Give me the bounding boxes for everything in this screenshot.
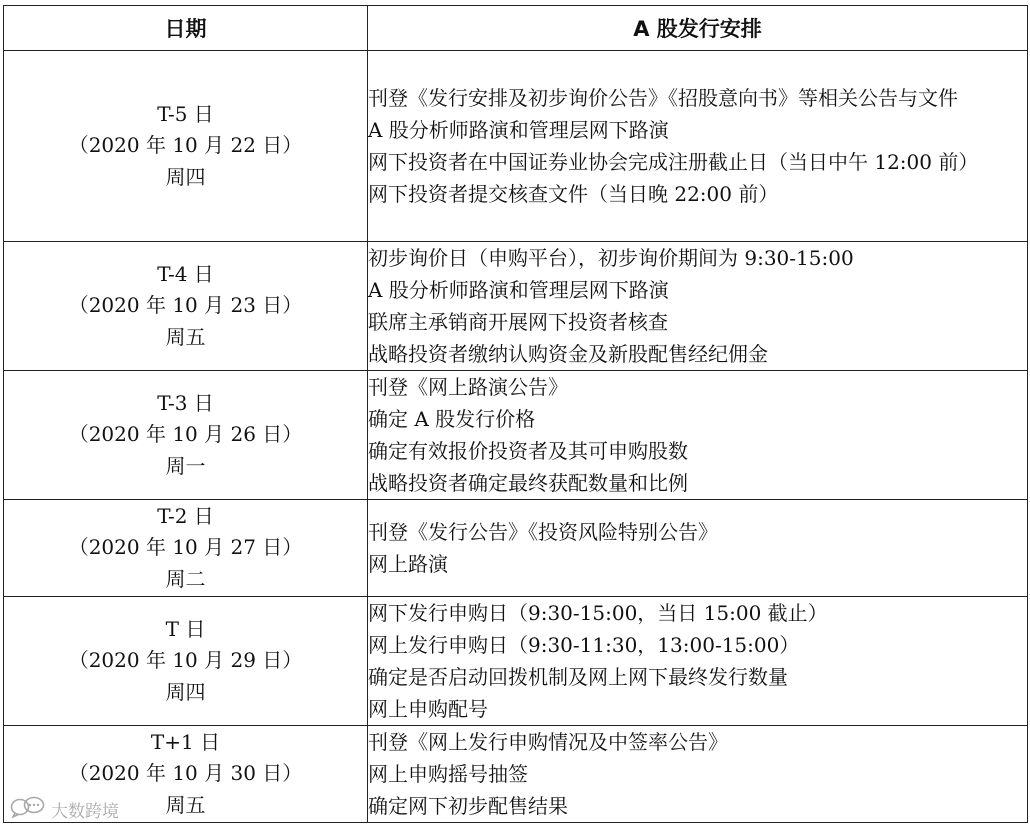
arrangement-column-header: A 股发行安排	[368, 6, 1028, 51]
arrangement-item: 确定有效报价投资者及其可申购股数	[368, 439, 688, 463]
date-cell	[4, 500, 368, 597]
arrangement-item: 确定网下初步配售结果	[368, 794, 568, 818]
calendar-date: （2020 年 10 月 26 日）	[68, 422, 303, 447]
weekday: 周五	[165, 324, 206, 349]
arrangement-item: 刊登《网上路演公告》	[368, 375, 568, 399]
arrangement-item: 网上申购配号	[368, 697, 488, 721]
day-label: T+1 日	[150, 729, 221, 754]
arrangement-item: A 股分析师路演和管理层网下路演	[368, 118, 669, 142]
table-row	[4, 371, 1028, 500]
calendar-date: （2020 年 10 月 22 日）	[68, 133, 303, 158]
arrangement-item: A 股分析师路演和管理层网下路演	[368, 278, 669, 302]
arrangement-item: 网上路演	[368, 552, 448, 576]
arrangement-item: 确定 A 股发行价格	[368, 407, 536, 431]
table-row	[4, 726, 1028, 823]
calendar-date: （2020 年 10 月 23 日）	[68, 293, 303, 318]
arrangement-item: 网下投资者在中国证券业协会完成注册截止日（当日中午 12:00 前）	[368, 150, 979, 174]
date-column-header: 日期	[4, 6, 368, 51]
arrangement-cell	[368, 500, 1028, 597]
arrangement-item: 初步询价日（申购平台），初步询价期间为 9:30-15:00	[368, 246, 854, 270]
arrangement-item: 网上发行申购日（9:30-11:30，13:00-15:00）	[368, 633, 800, 657]
arrangement-item: 网下发行申购日（9:30-15:00，当日 15:00 截止）	[368, 601, 828, 625]
arrangement-item: 战略投资者确定最终获配数量和比例	[368, 471, 688, 495]
weekday: 周一	[165, 453, 206, 478]
arrangement-cell	[368, 371, 1028, 500]
table-row	[4, 242, 1028, 371]
weekday: 周二	[165, 566, 206, 591]
calendar-date: （2020 年 10 月 30 日）	[68, 761, 303, 786]
weekday: 周四	[165, 164, 206, 189]
watermark	[10, 796, 119, 823]
arrangement-cell	[368, 597, 1028, 726]
watermark-text: 大数跨境	[51, 802, 119, 822]
weekday: 周四	[165, 679, 206, 704]
arrangement-cell	[368, 51, 1028, 242]
table-row	[4, 51, 1028, 242]
arrangement-item: 刊登《发行公告》《投资风险特别公告》	[368, 520, 718, 544]
date-cell	[4, 371, 368, 500]
arrangement-item: 确定是否启动回拨机制及网上网下最终发行数量	[368, 665, 788, 689]
day-label: T-2 日	[157, 503, 214, 528]
arrangement-item: 刊登《网上发行申购情况及中签率公告》	[368, 730, 728, 754]
arrangement-item: 战略投资者缴纳认购资金及新股配售经纪佣金	[368, 342, 768, 366]
weekday: 周五	[165, 792, 206, 817]
table-row	[4, 500, 1028, 597]
date-cell	[4, 51, 368, 242]
date-cell	[4, 597, 368, 726]
arrangement-item: 网上申购摇号抽签	[368, 762, 528, 786]
arrangement-cell	[368, 726, 1028, 823]
calendar-date: （2020 年 10 月 29 日）	[68, 648, 303, 673]
arrangement-cell	[368, 242, 1028, 371]
table-row	[4, 597, 1028, 726]
arrangement-item: 刊登《发行安排及初步询价公告》《招股意向书》等相关公告与文件	[368, 86, 958, 110]
day-label: T-3 日	[157, 390, 214, 415]
date-cell	[4, 242, 368, 371]
issuance-schedule-table	[3, 5, 1028, 823]
day-label: T-5 日	[157, 101, 214, 126]
calendar-date: （2020 年 10 月 27 日）	[68, 535, 303, 560]
arrangement-item: 网下投资者提交核查文件（当日晚 22:00 前）	[368, 182, 779, 206]
chat-bubbles-icon	[10, 796, 46, 823]
day-label: T-4 日	[157, 261, 214, 286]
day-label: T 日	[165, 616, 206, 641]
arrangement-item: 联席主承销商开展网下投资者核查	[368, 310, 668, 334]
table-header-row	[4, 6, 1028, 51]
